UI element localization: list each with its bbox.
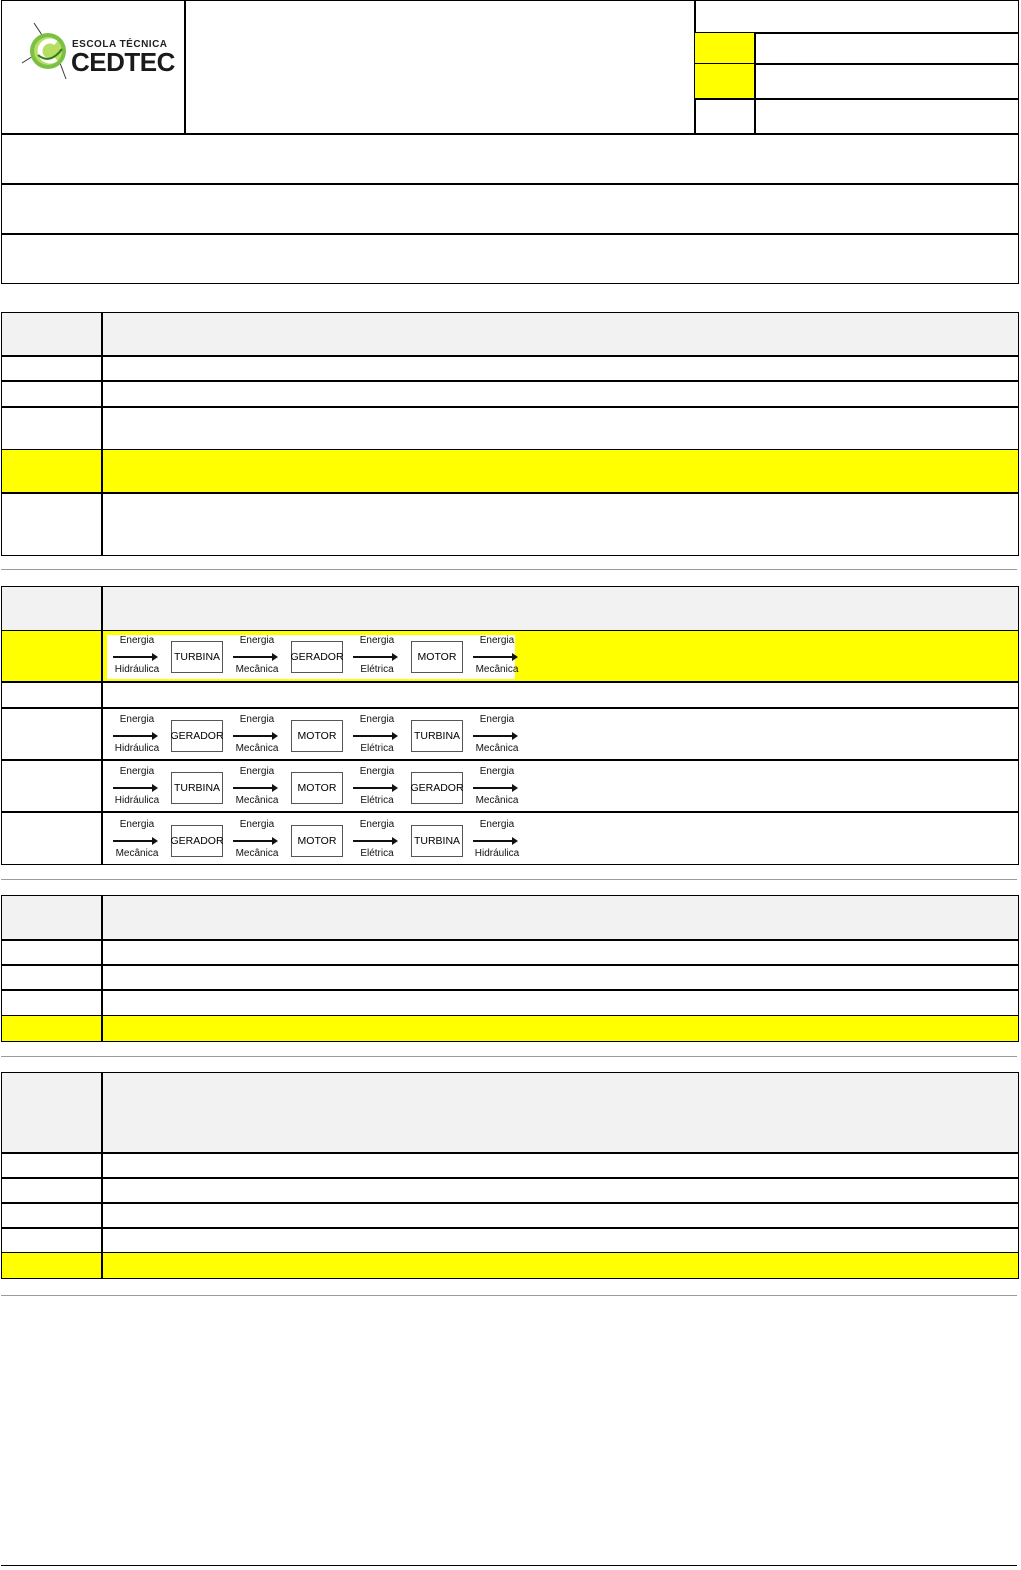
logo-text-top: ESCOLA TÉCNICA <box>72 39 168 50</box>
question-4-option-c[interactable] <box>1 1202 1019 1229</box>
title-cell <box>184 0 696 135</box>
info-label-1 <box>694 32 756 65</box>
date-row <box>1 233 1019 284</box>
diagram-energy-label-bottom: Hidráulica <box>114 743 160 754</box>
diagram-energy-label-bottom: Hidráulica <box>114 795 160 806</box>
question-3 <box>1 895 1019 1043</box>
question-4-option-d[interactable] <box>1 1227 1019 1254</box>
question-4-statement-row <box>1 1072 1019 1154</box>
diagram-arrow-icon <box>233 840 273 842</box>
question-2-option-b[interactable] <box>1 681 1019 709</box>
question-2 <box>1 586 1019 865</box>
diagram-arrow-icon <box>473 735 513 737</box>
diagram-component-box: TURBINA <box>411 720 463 752</box>
question-1-option-c[interactable] <box>1 406 1019 451</box>
question-4-option-a[interactable] <box>1 1152 1019 1179</box>
question-4-option-b[interactable] <box>1 1177 1019 1204</box>
question-4 <box>1 1072 1019 1281</box>
diagram-energy-label-top: Energia <box>479 766 515 777</box>
diagram-component-box: MOTOR <box>291 772 343 804</box>
diagram-component-box: TURBINA <box>171 641 223 673</box>
question-3-option-a[interactable] <box>1 939 1019 966</box>
diagram-component-box: GERADOR <box>411 772 463 804</box>
diagram-energy-label-top: Energia <box>359 766 395 777</box>
diagram-energy-label-bottom: Mecânica <box>475 795 519 806</box>
diagram-component-box: GERADOR <box>171 825 223 857</box>
info-value-1 <box>754 32 1019 65</box>
diagram-arrow-icon <box>353 787 393 789</box>
question-1-option-d-correct[interactable] <box>1 449 1019 494</box>
diagram-energy-label-top: Energia <box>119 635 155 646</box>
diagram-component-box: MOTOR <box>411 641 463 673</box>
info-value-3 <box>754 98 1019 135</box>
diagram-energy-label-top: Energia <box>119 766 155 777</box>
separator-4 <box>1 1295 1017 1296</box>
diagram-energy-label-bottom: Mecânica <box>475 743 519 754</box>
question-1-option-a[interactable] <box>1 355 1019 382</box>
energy-diagram-a <box>107 635 519 679</box>
diagram-energy-label-top: Energia <box>479 714 515 725</box>
logo-text-main: CEDTEC <box>71 47 175 77</box>
diagram-arrow-icon <box>113 787 153 789</box>
diagram-component-box: GERADOR <box>291 641 343 673</box>
diagram-energy-label-top: Energia <box>359 714 395 725</box>
question-1-statement-row <box>1 312 1019 357</box>
diagram-energy-label-bottom: Mecânica <box>235 743 279 754</box>
diagram-energy-label-top: Energia <box>479 819 515 830</box>
diagram-arrow-icon <box>113 656 153 658</box>
diagram-energy-label-bottom: Elétrica <box>360 664 394 675</box>
diagram-arrow-icon <box>353 735 393 737</box>
question-3-option-b[interactable] <box>1 964 1019 991</box>
diagram-energy-label-bottom: Mecânica <box>235 664 279 675</box>
separator-1 <box>1 569 1017 570</box>
diagram-arrow-icon <box>473 656 513 658</box>
diagram-component-box: MOTOR <box>291 720 343 752</box>
diagram-component-box: TURBINA <box>411 825 463 857</box>
diagram-arrow-icon <box>473 840 513 842</box>
document-header <box>1 0 1019 284</box>
diagram-energy-label-bottom: Mecânica <box>115 848 159 859</box>
question-3-option-d-correct[interactable] <box>1 1015 1019 1042</box>
info-label-3 <box>694 98 756 135</box>
logo-cell <box>1 0 186 135</box>
diagram-energy-label-bottom: Hidráulica <box>114 664 160 675</box>
diagram-energy-label-top: Energia <box>239 819 275 830</box>
school-logo <box>20 19 180 89</box>
diagram-arrow-icon <box>233 735 273 737</box>
question-2-statement-row <box>1 586 1019 632</box>
diagram-energy-label-bottom: Elétrica <box>360 848 394 859</box>
separator-2 <box>1 879 1017 880</box>
energy-diagram-c <box>107 714 519 758</box>
diagram-energy-label-top: Energia <box>239 714 275 725</box>
diagram-energy-label-bottom: Mecânica <box>235 795 279 806</box>
diagram-arrow-icon <box>233 787 273 789</box>
diagram-arrow-icon <box>233 656 273 658</box>
question-1 <box>1 312 1019 556</box>
diagram-energy-label-bottom: Mecânica <box>235 848 279 859</box>
energy-diagram-d <box>107 766 519 810</box>
diagram-component-box: TURBINA <box>171 772 223 804</box>
separator-3 <box>1 1056 1017 1057</box>
diagram-component-box: GERADOR <box>171 720 223 752</box>
info-value-2 <box>754 63 1019 100</box>
question-3-option-c[interactable] <box>1 989 1019 1017</box>
diagram-energy-label-top: Energia <box>239 766 275 777</box>
info-label-2 <box>694 63 756 100</box>
question-1-option-b[interactable] <box>1 380 1019 408</box>
energy-diagram-e <box>107 819 520 863</box>
diagram-arrow-icon <box>473 787 513 789</box>
diagram-arrow-icon <box>353 840 393 842</box>
course-row <box>1 183 1019 235</box>
diagram-energy-label-bottom: Elétrica <box>360 743 394 754</box>
diagram-energy-label-bottom: Mecânica <box>475 664 519 675</box>
question-4-option-e-correct[interactable] <box>1 1252 1019 1279</box>
diagram-arrow-icon <box>113 735 153 737</box>
diagram-energy-label-bottom: Elétrica <box>360 795 394 806</box>
diagram-energy-label-top: Energia <box>359 819 395 830</box>
diagram-energy-label-top: Energia <box>239 635 275 646</box>
diagram-energy-label-bottom: Hidráulica <box>474 848 520 859</box>
info-cell-top <box>694 0 1019 34</box>
diagram-energy-label-top: Energia <box>479 635 515 646</box>
page-bottom-rule <box>1 1565 1017 1566</box>
diagram-energy-label-top: Energia <box>359 635 395 646</box>
diagram-arrow-icon <box>353 656 393 658</box>
diagram-component-box: MOTOR <box>291 825 343 857</box>
question-3-statement-row <box>1 895 1019 941</box>
diagram-energy-label-top: Energia <box>119 819 155 830</box>
question-1-option-e[interactable] <box>1 492 1019 556</box>
diagram-energy-label-top: Energia <box>119 714 155 725</box>
student-name-row <box>1 133 1019 185</box>
diagram-arrow-icon <box>113 840 153 842</box>
